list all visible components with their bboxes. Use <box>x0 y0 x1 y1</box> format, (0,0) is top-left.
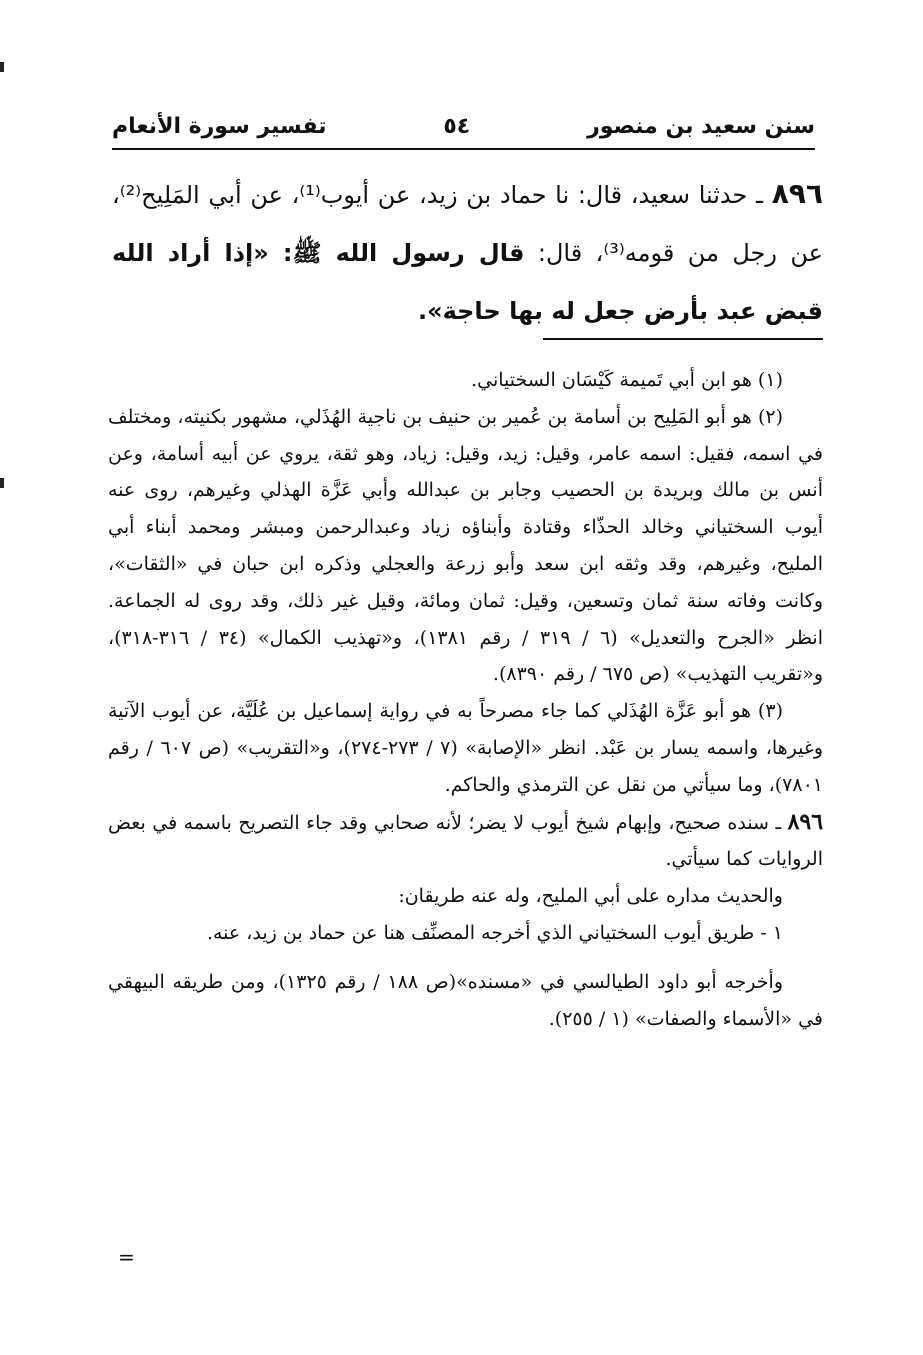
scan-edge-mark <box>0 478 4 488</box>
commentary-text: سنده صحيح، وإبهام شيخ أيوب لا يضر؛ لأنه صحابي وقد جاء التصريح باسمه في بعض الروايات كما سيأتي. <box>108 811 823 871</box>
section-title: تفسير سورة الأنعام <box>112 114 327 139</box>
commentary-path-one: ١ - طريق أيوب السختياني الذي أخرجه المصنِّف هنا عن حماد بن زيد، عنه. <box>206 921 783 944</box>
commentary-tayalisi: وأخرجه أبو داود الطيالسي في «مسنده»(ص ١٨٨ / رقم ١٣٢٥)، ومن طريقه البيهقي في «الأسماء والصفات» (١ / ٢٥٥). <box>108 970 823 1030</box>
hadith-text <box>112 165 823 340</box>
footnote-3: (٣) هو أبو عَزَّة الهُذَلي كما جاء مصرحاً به في رواية إسماعيل بن عُلَيَّة، عن أيوب الآتية وغيرها، واسمه يسار بن عَبْد. انظر «الإصابة» (٧ / ٢٧٣-٢٧٤)، و«التقريب» (ص ٦٠٧ / رقم ٧٨٠١)، وما سيأتي من نقل عن الترمذي والحاكم. <box>108 700 824 796</box>
commentary-paragraph <box>108 804 823 879</box>
hadith-dash: ـ <box>756 181 764 209</box>
scan-edge-mark <box>0 62 4 72</box>
footnote-2: (٢) هو أبو المَلِيح بن أسامة بن عُمير بن حنيف بن ناجية الهُذَلي، مشهور بكنيته، ومختلف في اسمه، فقيل: اسمه عامر، وقيل: زيد، وقيل: زياد، وهو ثقة، يروي عن أبيه أسامة، وعن أنس بن مالك وبريدة بن الحصيب وجابر بن عبدالله وأبي عَزَّة الهذلي وغيرهم، روى عنه أيوب السختياني وخالد الحذّاء وقتادة وأبناؤه زياد وعبدالرحمن ومبشر ومحمد أبناء أبي المليح، وغيرهم، وقد وثقه ابن سعد وأبو زرعة والعجلي وذكره ابن حبان في «الثقات»، وكانت وفاته سنة ثمان وتسعين، وقيل: ثمان ومائة، وقيل غير ذلك، وقد روى له الجماعة. انظر «الجرح والتعديل» (٦ / ٣١٩ / رقم ١٣٨١)، و«تهذيب الكمال» (٣٤ / ٣١٦-٣١٨)، و«تقريب التهذيب» (ص ٦٧٥ / رقم ٨٣٩٠). <box>108 405 823 686</box>
hadith-number: ٨٩٦ <box>771 177 823 210</box>
hadith-matn: قال رسول الله ﷺ: «إذا أراد الله قبض عبد بأرض جعل له بها حاجة». <box>112 239 823 325</box>
page-header <box>112 108 815 150</box>
page-number: ٥٤ <box>443 114 471 139</box>
footnotes-section <box>108 362 823 1037</box>
commentary-paths-intro: والحديث مداره على أبي المليح، وله عنه طريقان: <box>398 885 783 908</box>
commentary-dash: ـ <box>775 811 782 834</box>
book-title: سنن سعيد بن منصور <box>587 114 815 139</box>
continuation-mark: = <box>118 1245 135 1269</box>
footnote-separator <box>543 338 823 340</box>
footnote-1: (١) هو ابن أبي تَميمة كَيْسَان السختياني. <box>471 369 783 391</box>
hadith-chain: حدثنا سعيد، قال: نا حماد بن زيد، عن أيوب⁽¹⁾، عن أبي المَلِيح⁽²⁾، عن رجل من قومه⁽³⁾، قال: <box>112 181 823 267</box>
commentary-number: ٨٩٦ <box>787 808 824 835</box>
